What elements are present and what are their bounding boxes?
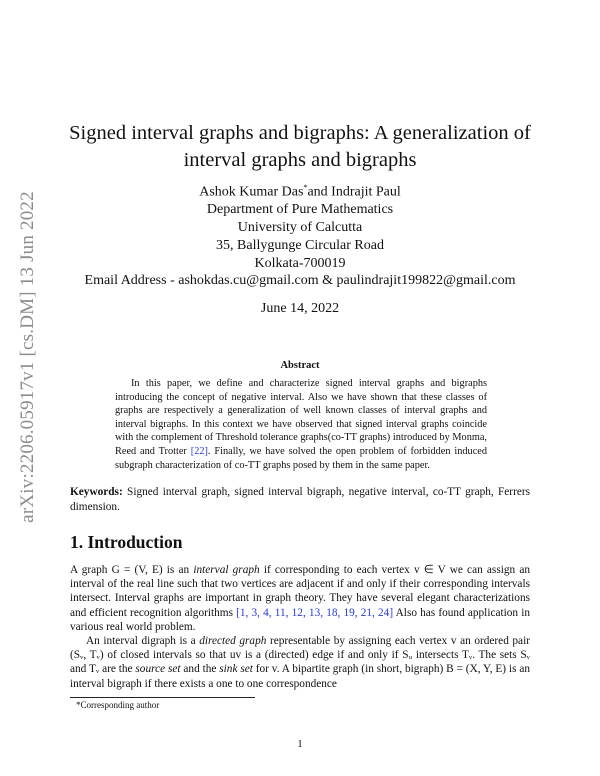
author-1: Ashok Kumar Das: [199, 184, 304, 200]
p1-text-b: if corresponding to each vertex v ∈ V we can assign an interval of the real line such that two vertices are adjacent if and only if their corresponding intervals intersect. Interval graphs are important in graph theory. They have several elegant characterizations and efficient recognition algorithms: [70, 564, 530, 619]
title-line-1: Signed interval graphs and bigraphs: A generalization of: [69, 122, 531, 144]
affiliation-department: Department of Pure Mathematics: [206, 202, 394, 217]
abstract-body: [115, 377, 487, 472]
abstract-heading: Abstract: [280, 360, 320, 371]
authors: [50, 183, 550, 201]
page-number: 1: [297, 738, 303, 750]
p1-text-a: A graph G = (V, E) is an: [70, 564, 194, 576]
p2-text-a: An interval digraph is a: [86, 635, 200, 648]
footnote-rule: [70, 697, 255, 698]
arxiv-id: arXiv:2206.05917v1 [cs.DM] 13 Jun 2022: [17, 191, 38, 523]
paper-title: [55, 120, 545, 174]
p1-text-c: Also has found application in various real world problem.: [70, 606, 531, 633]
p2-emphasis-source: source set: [135, 663, 181, 676]
keywords-text: Signed interval graph, signed interval bigraph, negative interval, co-TT graph, Ferrers dimension.: [70, 486, 531, 513]
p2-text-b: representable by assigning each vertex v an ordered pair (Sᵥ, Tᵥ) of closed intervals so that uv is a (directed) edge if and only if Sᵤ intersects Tᵥ. The sets Sᵥ and Tᵥ are the: [70, 635, 530, 676]
section-heading: 1. Introduction: [70, 532, 183, 552]
abstract-text: In this paper, we define and characterize signed interval graphs and bigraphs introducing the concept of negative interval. Also we have shown that these classes of graphs are respectively a generalization of well known classes of interval graphs and interval bigraphs. In this context we have observed that signed interval graphs coincide with the complement of Threshold tolerance graphs(co-TT graphs) introduced by Monma, Reed and Trotter: [115, 378, 487, 457]
paragraph-2: [70, 634, 530, 691]
author-rest: and Indrajit Paul: [307, 184, 401, 200]
intro-body: [70, 563, 530, 691]
affiliation-street: 35, Ballygunge Circular Road: [216, 238, 384, 253]
arxiv-stamp: [8, 182, 48, 532]
keywords-label: Keywords:: [70, 486, 123, 498]
paragraph-1: [70, 563, 530, 634]
affiliation-city: Kolkata-700019: [254, 256, 346, 271]
p1-citations[interactable]: [1, 3, 4, 11, 12, 13, 18, 19, 21, 24]: [236, 606, 394, 619]
paper-date: June 14, 2022: [260, 301, 340, 316]
p2-text-c: and the: [180, 663, 220, 676]
p2-text-d: for v. A bipartite graph (in short, bigraph) B = (X, Y, E) is an interval bigraph if there exists a one to one correspondence: [70, 663, 530, 690]
title-line-2: interval graphs and bigraphs: [183, 149, 417, 171]
abstract-text-end: . Finally, we have solved the open problem of forbidden induced subgraph characterization of co-TT graphs posed by them in the same paper.: [115, 445, 487, 471]
abstract-citation[interactable]: [22]: [190, 445, 208, 457]
author-mark: *: [303, 183, 308, 192]
keywords: [70, 485, 530, 514]
email-line[interactable]: Email Address - ashokdas.cu@gmail.com & paulindrajit199822@gmail.com: [84, 273, 516, 288]
p2-emphasis-sink: sink set: [219, 663, 253, 676]
p2-emphasis: directed graph: [199, 635, 267, 648]
p1-emphasis: interval graph: [193, 564, 260, 576]
affiliation-university: University of Calcutta: [237, 220, 363, 235]
footnote: *Corresponding author: [76, 700, 160, 710]
